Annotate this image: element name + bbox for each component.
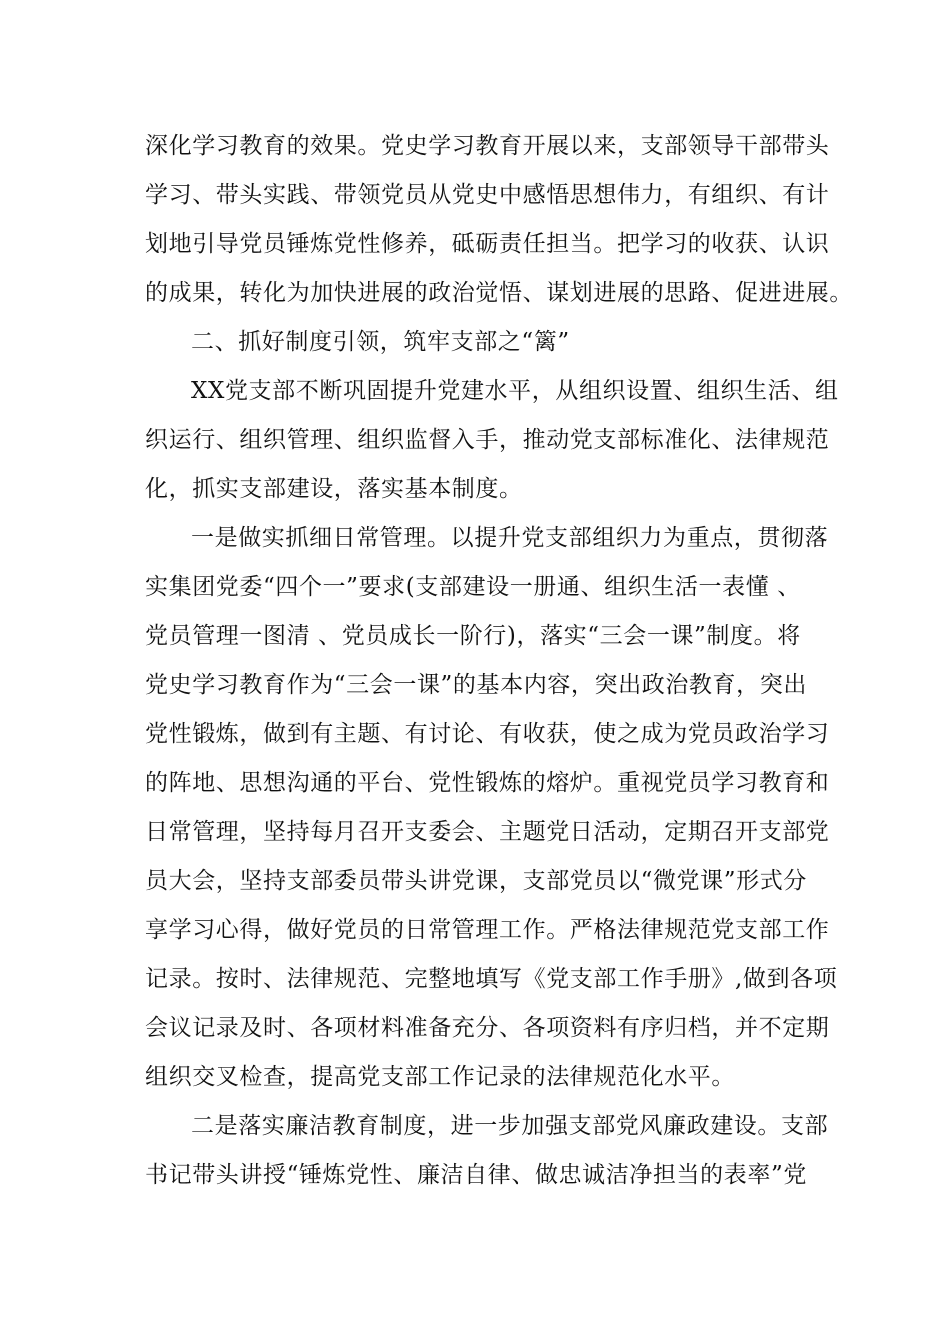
paragraph-line: 学习、带头实践、带领党员从党史中感悟思想伟力，有组织、有计 xyxy=(145,182,830,208)
paragraph-line: 日常管理，坚持每月召开支委会、主题党日活动，定期召开支部党 xyxy=(145,819,830,845)
paragraph-first-line: 二是落实廉洁教育制度，进一步加强支部党风廉政建设。支部 xyxy=(191,1113,829,1139)
paragraph-first-line: 一是做实抓细日常管理。以提升党支部组织力为重点，贯彻落 xyxy=(191,525,829,551)
paragraph-line: 党史学习教育作为“三会一课”的基本内容，突出政治教育，突出 xyxy=(145,672,807,698)
paragraph-line: 的成果，转化为加快进展的政治觉悟、谋划进展的思路、促进进展。 xyxy=(145,280,853,306)
paragraph-line: 的阵地、思想沟通的平台、党性锻炼的熔炉。重视党员学习教育和 xyxy=(145,770,830,796)
paragraph-line: 会议记录及时、各项材料准备充分、各项资料有序归档，并不定期 xyxy=(145,1015,830,1041)
paragraph-line: 划地引导党员锤炼党性修养，砥砺责任担当。把学习的收获、认识 xyxy=(145,231,830,257)
paragraph-line: 党性锻炼，做到有主题、有讨论、有收获，使之成为党员政治学习 xyxy=(145,721,830,747)
paragraph-line: 员大会，坚持支部委员带头讲党课，支部党员以“微党课”形式分 xyxy=(145,868,807,894)
paragraph-line: 书记带头讲授“锤炼党性、廉洁自律、做忠诚洁净担当的表率”党 xyxy=(145,1162,807,1188)
paragraph-first-line: 二、抓好制度引领，筑牢支部之“篱” xyxy=(191,329,570,355)
paragraph-line: 记录。按时、法律规范、完整地填写《党支部工作手册》,做到各项 xyxy=(145,966,838,992)
paragraph-line: 化，抓实支部建设，落实基本制度。 xyxy=(145,476,523,502)
paragraph-line: 织运行、组织管理、组织监督入手，推动党支部标准化、法律规范 xyxy=(145,427,830,453)
paragraph-first-line: XX党支部不断巩固提升党建水平，从组织设置、组织生活、组 xyxy=(191,378,839,404)
paragraph-line: 实集团党委“四个一”要求(支部建设一册通、组织生活一表懂 、 xyxy=(145,574,801,600)
paragraph-line: 组织交叉检查，提高党支部工作记录的法律规范化水平。 xyxy=(145,1064,735,1090)
paragraph-line: 深化学习教育的效果。党史学习教育开展以来，支部领导干部带头 xyxy=(145,133,830,159)
paragraph-line: 享学习心得，做好党员的日常管理工作。严格法律规范党支部工作 xyxy=(145,917,830,943)
paragraph-line: 党员管理一图清 、党员成长一阶行)，落实“三会一课”制度。将 xyxy=(145,623,801,649)
document-body xyxy=(145,122,853,1200)
